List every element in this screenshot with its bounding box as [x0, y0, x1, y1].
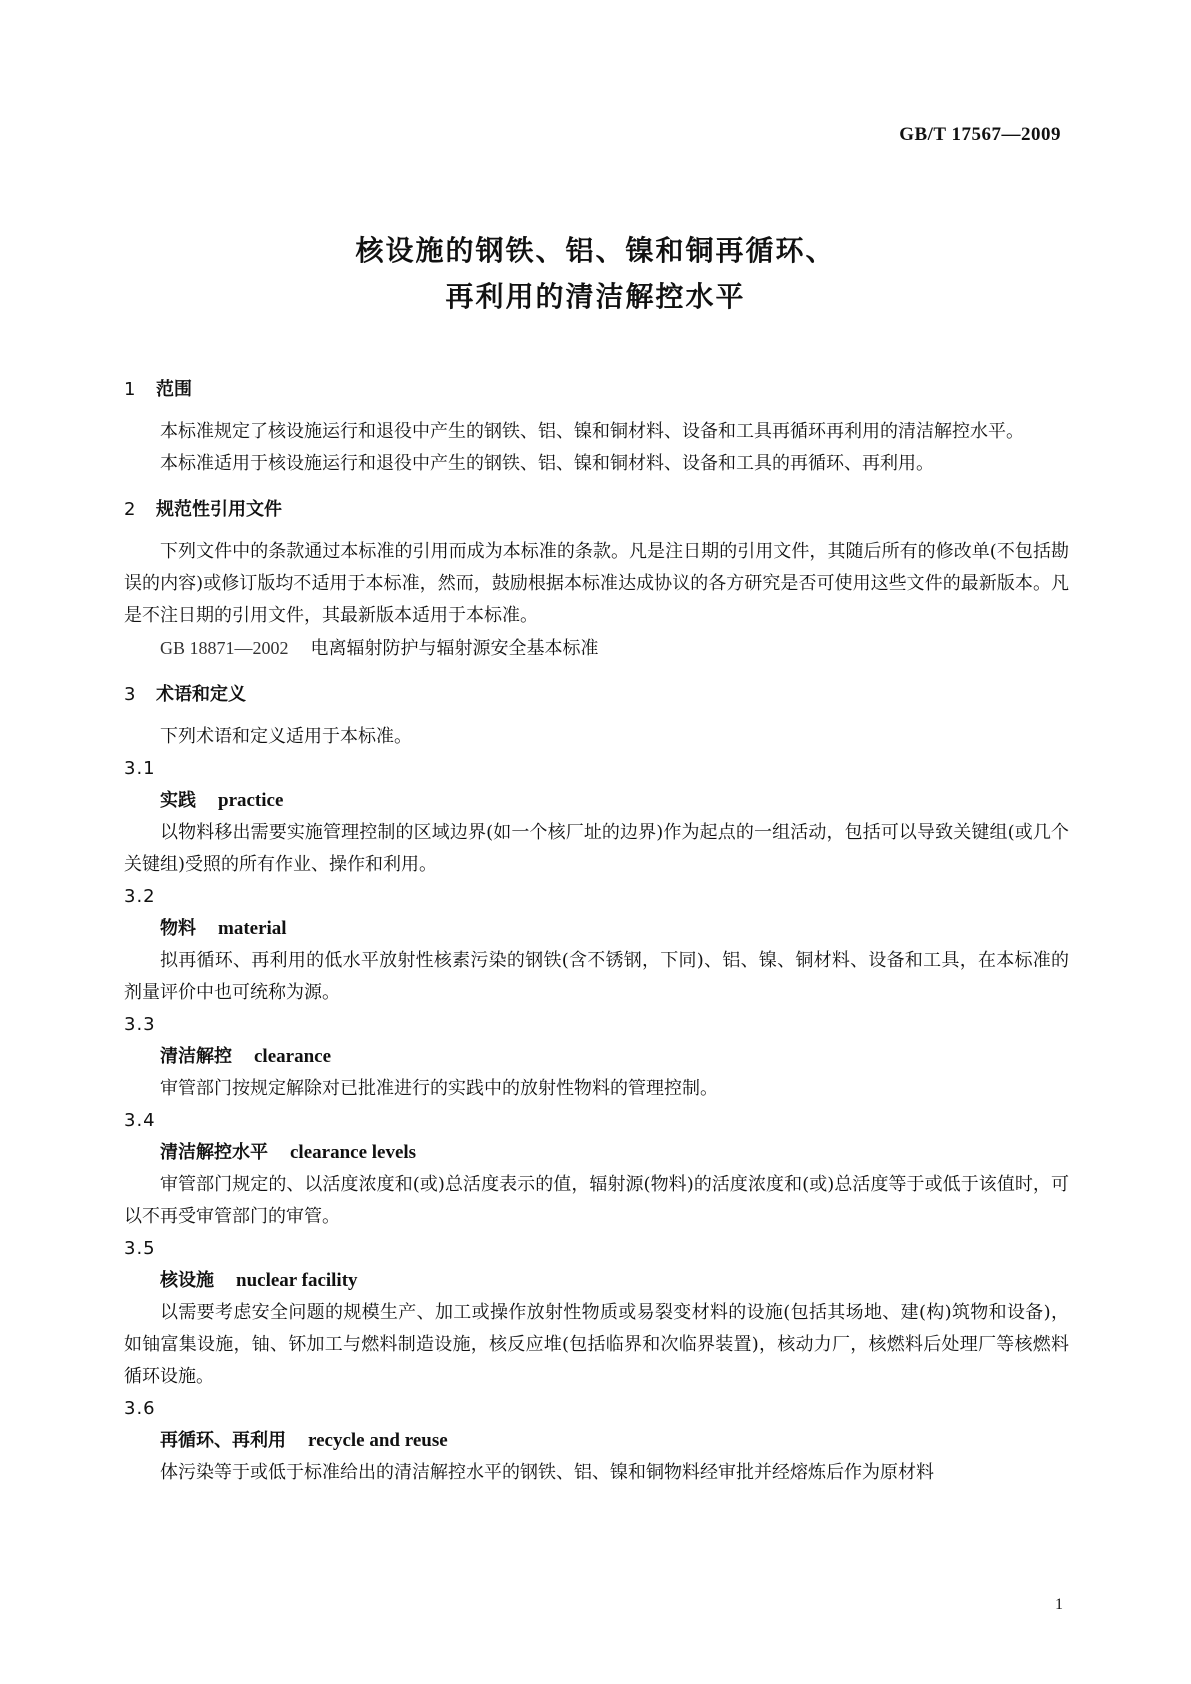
- title-line-1: 核设施的钢铁、铝、镍和铜再循环、: [355, 234, 836, 267]
- term-definition: 以需要考虑安全问题的规模生产、加工或操作放射性物质或易裂变材料的设施(包括其场地、建(构)筑物和设备)，如铀富集设施，铀、钚加工与燃料制造设施，核反应堆(包括临界和次临界装置)，核动力厂，核燃料后处理厂等核燃料循环设施。: [124, 1302, 1069, 1387]
- term-heading: [124, 913, 1069, 945]
- term-definition: 拟再循环、再利用的低水平放射性核素污染的钢铁(含不锈钢，下同)、铝、镍、铜材料、设备和工具，在本标准的剂量评价中也可统称为源。: [124, 950, 1069, 1003]
- term-number: 3.3: [124, 1014, 156, 1035]
- section-number: 2: [124, 499, 136, 520]
- term-definition: 体污染等于或低于标准给出的清洁解控水平的钢铁、铝、镍和铜物料经审批并经熔炼后作为原材料: [160, 1462, 934, 1483]
- section-title: 范围: [156, 379, 192, 400]
- paragraph: 下列术语和定义适用于本标准。: [160, 726, 412, 747]
- term-en: clearance levels: [290, 1142, 417, 1163]
- paragraph: 本标准适用于核设施运行和退役中产生的钢铁、铝、镍和铜材料、设备和工具的再循环、再利用。: [160, 453, 934, 474]
- section-number: 1: [124, 379, 136, 400]
- term-zh: 物料: [160, 918, 196, 939]
- paragraph: 下列文件中的条款通过本标准的引用而成为本标准的条款。凡是注日期的引用文件，其随后所有的修改单(不包括勘误的内容)或修订版均不适用于本标准，然而，鼓励根据本标准达成协议的各方研究是否可使用这些文件的最新版本。凡是不注日期的引用文件，其最新版本适用于本标准。: [124, 541, 1069, 626]
- term-zh: 清洁解控水平: [160, 1142, 268, 1163]
- term-heading: [124, 1041, 1069, 1073]
- term-heading: [124, 1425, 1069, 1457]
- term-en: practice: [218, 790, 284, 811]
- term-zh: 实践: [160, 790, 196, 811]
- term-zh: 核设施: [160, 1270, 214, 1291]
- reference-title: 电离辐射防护与辐射源安全基本标准: [310, 638, 599, 659]
- section-title: 术语和定义: [156, 684, 246, 705]
- term-number: 3.6: [124, 1398, 156, 1419]
- term-definition: 以物料移出需要实施管理控制的区域边界(如一个核厂址的边界)作为起点的一组活动，包括可以导致关键组(或几个关键组)受照的所有作业、操作和利用。: [124, 822, 1069, 875]
- section-heading-normative-references: [124, 494, 1069, 526]
- title-line-2: 再利用的清洁解控水平: [445, 280, 746, 313]
- term-en: clearance: [254, 1046, 332, 1067]
- term-zh: 再循环、再利用: [160, 1430, 286, 1451]
- standard-code: GB/T 17567—2009: [899, 124, 1061, 145]
- page-number: 1: [1055, 1596, 1063, 1613]
- reference-entry: [124, 632, 1069, 665]
- section-title: 规范性引用文件: [156, 499, 282, 520]
- term-heading: [124, 1137, 1069, 1169]
- term-en: recycle and reuse: [308, 1430, 448, 1451]
- paragraph: 本标准规定了核设施运行和退役中产生的钢铁、铝、镍和铜材料、设备和工具再循环再利用的清洁解控水平。: [160, 421, 1024, 442]
- section-heading-terms-definitions: [124, 679, 1069, 711]
- section-number: 3: [124, 684, 136, 705]
- document-body: [124, 374, 1069, 1489]
- term-number: 3.1: [124, 758, 156, 779]
- reference-code: GB 18871—2002: [160, 638, 289, 658]
- term-definition: 审管部门按规定解除对已批准进行的实践中的放射性物料的管理控制。: [160, 1078, 718, 1099]
- term-en: nuclear facility: [236, 1270, 358, 1291]
- term-en: material: [218, 918, 287, 939]
- term-zh: 清洁解控: [160, 1046, 232, 1067]
- term-heading: [124, 1265, 1069, 1297]
- term-number: 3.4: [124, 1110, 156, 1131]
- document-title: [0, 228, 1191, 320]
- term-number: 3.5: [124, 1238, 156, 1259]
- term-definition: 审管部门规定的、以活度浓度和(或)总活度表示的值，辐射源(物料)的活度浓度和(或)总活度等于或低于该值时，可以不再受审管部门的审管。: [124, 1174, 1069, 1227]
- section-heading-scope: [124, 374, 1069, 406]
- term-heading: [124, 785, 1069, 817]
- term-number: 3.2: [124, 886, 156, 907]
